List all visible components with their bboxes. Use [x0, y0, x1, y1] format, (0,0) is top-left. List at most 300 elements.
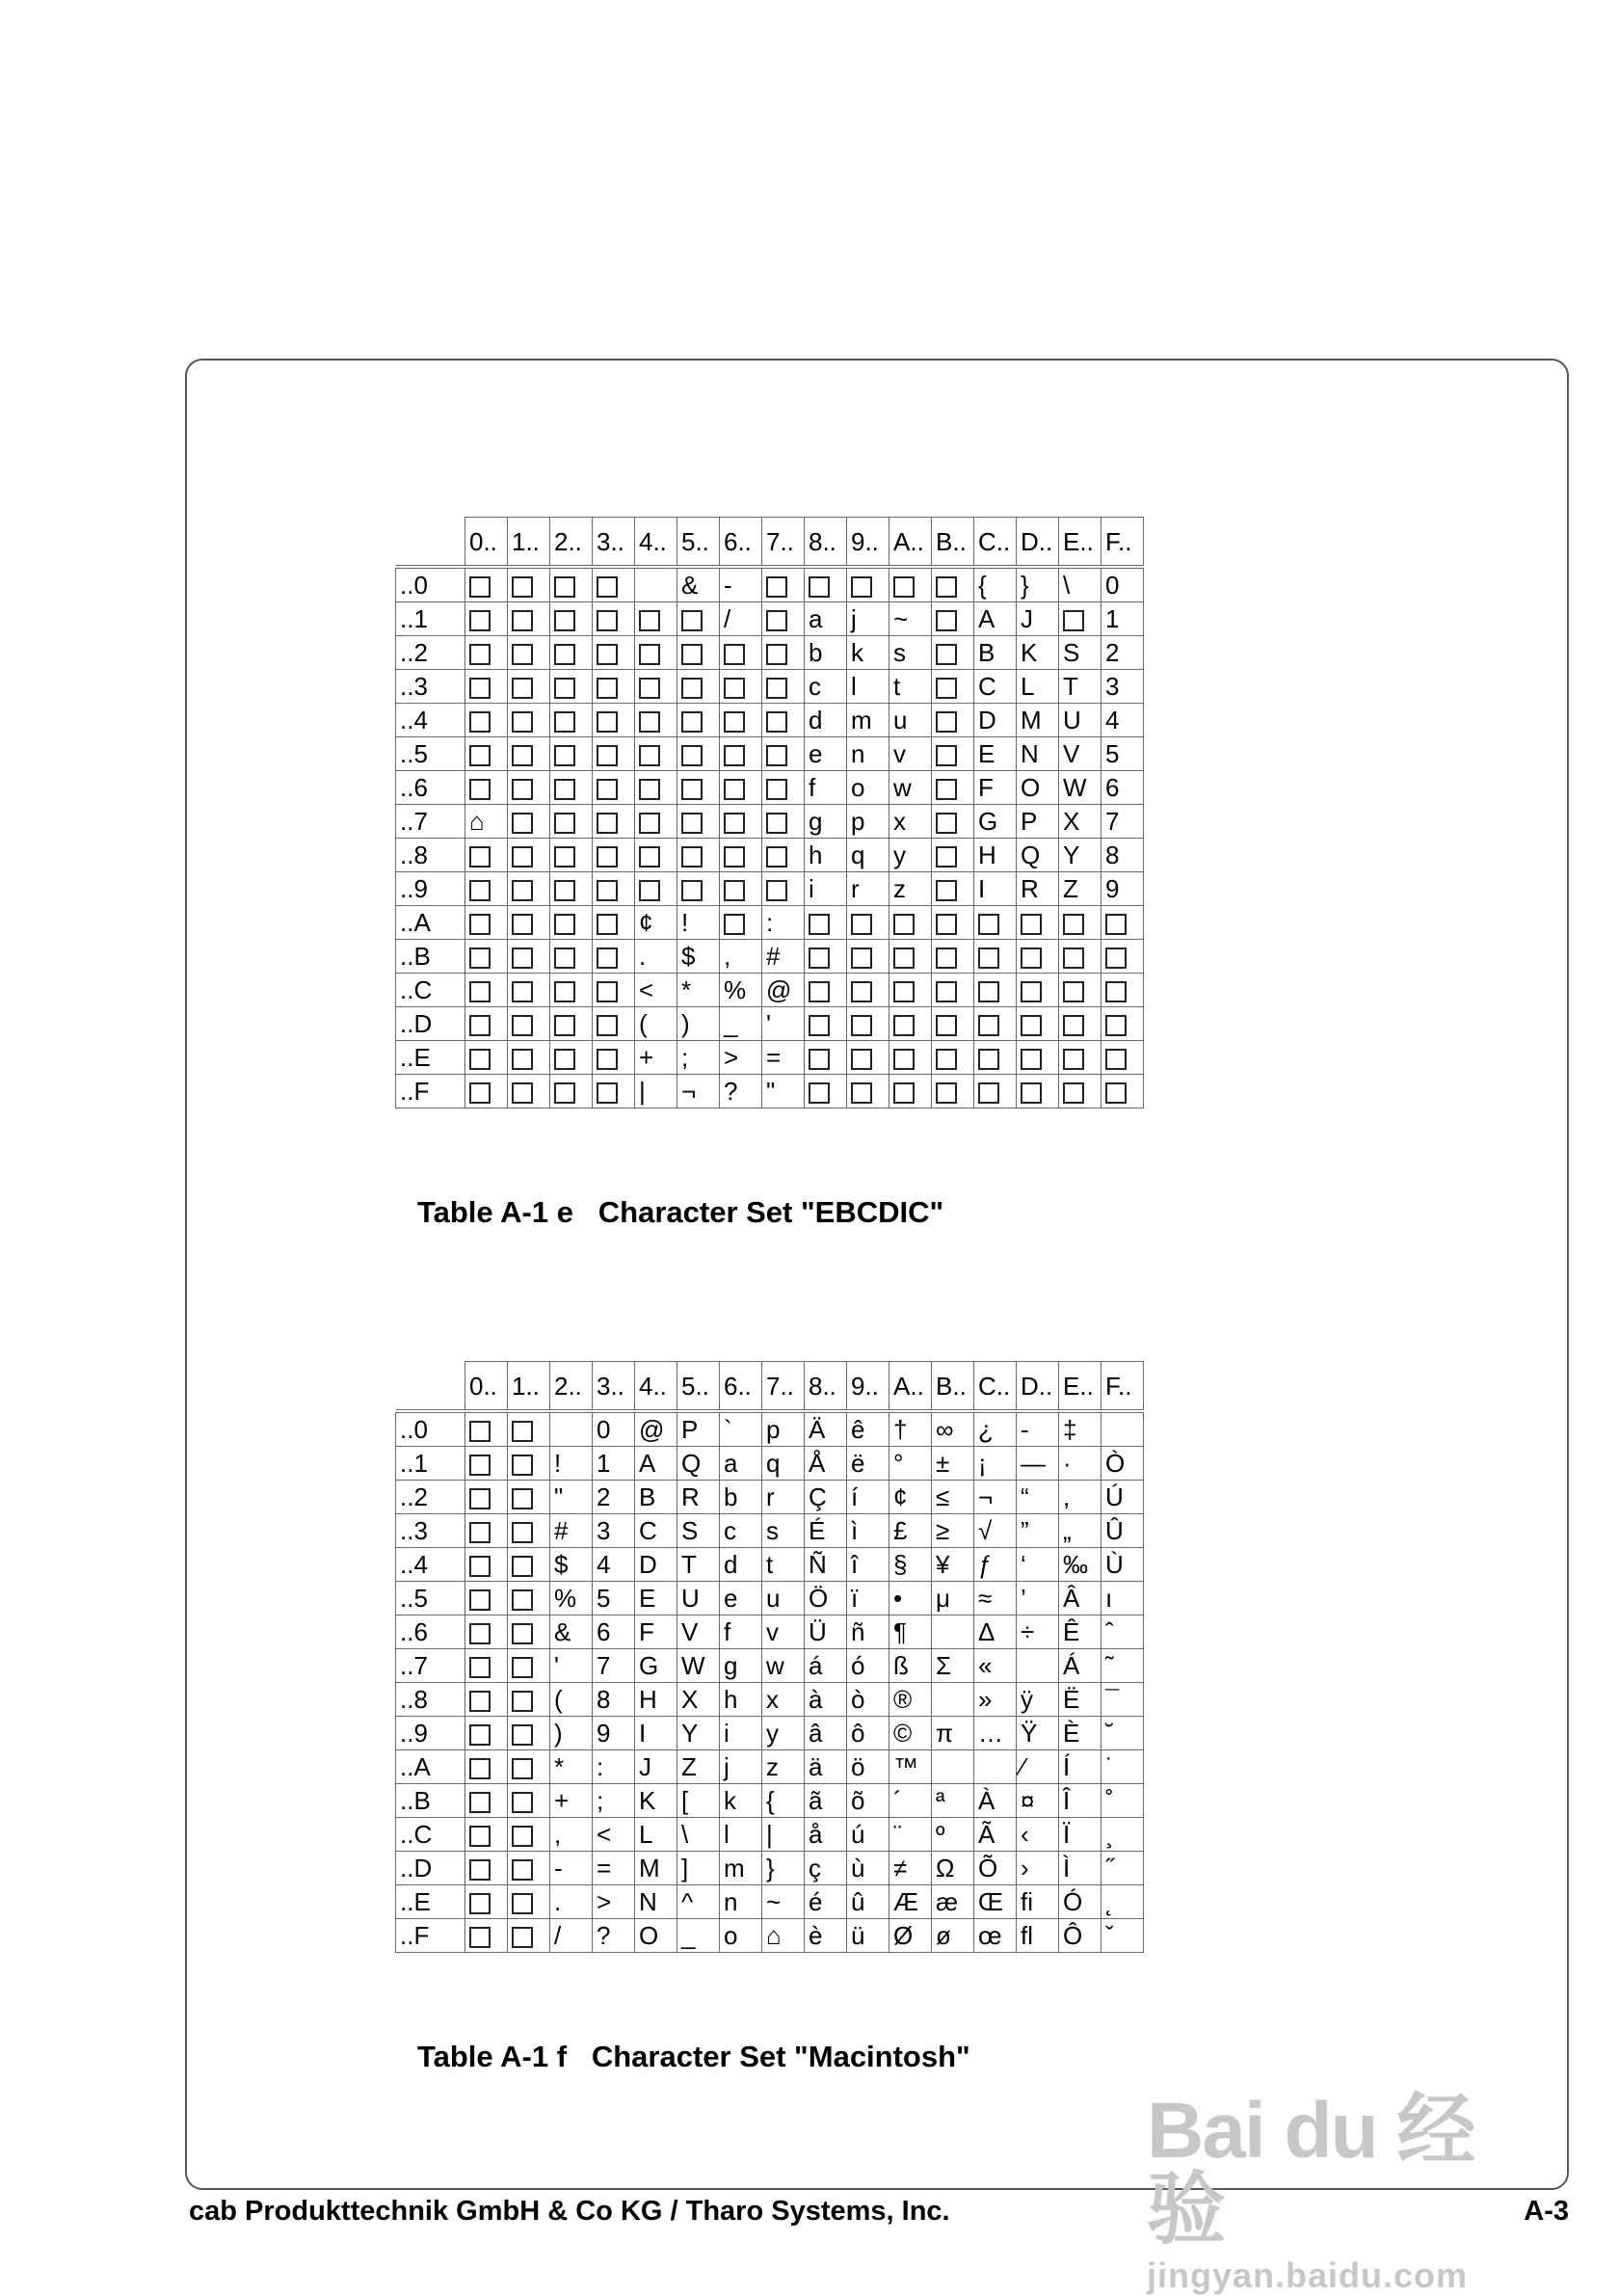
table-row [396, 1784, 1144, 1818]
undefined-char-box [469, 914, 491, 935]
char-cell [550, 771, 593, 805]
table-row [396, 1818, 1144, 1852]
char-cell: l [720, 1818, 762, 1852]
char-cell [932, 1683, 974, 1717]
char-cell: $ [677, 940, 720, 974]
char-cell: û [847, 1885, 889, 1919]
undefined-char-box [851, 576, 872, 598]
char-cell: J [1017, 602, 1059, 636]
char-cell [593, 737, 635, 771]
char-cell: ú [847, 1818, 889, 1852]
char-cell [1101, 1041, 1144, 1075]
char-cell: § [889, 1548, 932, 1582]
char-cell [508, 569, 550, 602]
char-cell [1059, 906, 1101, 940]
char-cell: ¡ [974, 1447, 1017, 1481]
char-cell [550, 1007, 593, 1041]
char-cell: N [635, 1885, 677, 1919]
char-cell [1059, 602, 1101, 636]
char-cell: ƒ [974, 1548, 1017, 1582]
char-cell [847, 974, 889, 1007]
char-cell: A [974, 602, 1017, 636]
char-cell: ' [550, 1649, 593, 1683]
char-cell [889, 1075, 932, 1108]
char-cell: N [1017, 737, 1059, 771]
char-cell: d [720, 1548, 762, 1582]
char-cell: P [1017, 805, 1059, 839]
undefined-char-box [724, 813, 745, 834]
char-cell: K [1017, 636, 1059, 670]
char-cell [974, 940, 1017, 974]
undefined-char-box [893, 1082, 915, 1104]
char-cell: ¿ [974, 1413, 1017, 1447]
undefined-char-box [851, 981, 872, 1002]
undefined-char-box [681, 745, 703, 766]
char-cell: Á [1059, 1649, 1101, 1683]
char-cell [805, 906, 847, 940]
char-cell: c [720, 1514, 762, 1548]
char-cell [508, 1514, 550, 1548]
column-header: 0.. [465, 518, 508, 566]
undefined-char-box [512, 1927, 533, 1948]
char-cell: ] [677, 1852, 720, 1885]
char-cell: S [1059, 636, 1101, 670]
char-cell [508, 805, 550, 839]
char-cell: Σ [932, 1649, 974, 1683]
char-cell [465, 1615, 508, 1649]
column-header: 1.. [508, 518, 550, 566]
undefined-char-box [639, 779, 660, 800]
char-cell: g [805, 805, 847, 839]
char-cell: R [1017, 872, 1059, 906]
column-header: C.. [974, 1362, 1017, 1410]
undefined-char-box [1105, 1049, 1127, 1070]
char-cell: ! [677, 906, 720, 940]
char-cell [508, 1717, 550, 1750]
char-cell [677, 805, 720, 839]
undefined-char-box [597, 745, 618, 766]
row-label: ..7 [396, 805, 465, 839]
char-cell: ê [847, 1413, 889, 1447]
undefined-char-box [512, 1488, 533, 1509]
undefined-char-box [893, 1015, 915, 1036]
char-cell [720, 636, 762, 670]
char-cell: ≠ [889, 1852, 932, 1885]
char-cell [550, 737, 593, 771]
char-cell: ≈ [974, 1582, 1017, 1615]
char-cell: „ [1059, 1514, 1101, 1548]
undefined-char-box [512, 644, 533, 665]
undefined-char-box [809, 948, 830, 969]
undefined-char-box [809, 1015, 830, 1036]
char-cell [932, 940, 974, 974]
char-cell: 3 [1101, 670, 1144, 704]
undefined-char-box [469, 846, 491, 868]
char-cell: + [635, 1041, 677, 1075]
char-cell [635, 569, 677, 602]
char-cell: q [847, 839, 889, 872]
char-cell: \ [677, 1818, 720, 1852]
char-cell: v [762, 1615, 805, 1649]
char-cell: ⁄ [1017, 1750, 1059, 1784]
char-cell: { [974, 569, 1017, 602]
char-cell [762, 670, 805, 704]
undefined-char-box [851, 1015, 872, 1036]
char-cell: ≤ [932, 1481, 974, 1514]
char-cell: Z [1059, 872, 1101, 906]
char-cell: W [1059, 771, 1101, 805]
char-cell [635, 602, 677, 636]
char-cell: A [635, 1447, 677, 1481]
undefined-char-box [512, 1082, 533, 1104]
undefined-char-box [469, 644, 491, 665]
undefined-char-box [512, 1691, 533, 1712]
char-cell [593, 1041, 635, 1075]
undefined-char-box [893, 914, 915, 935]
char-cell: h [720, 1683, 762, 1717]
char-cell: H [974, 839, 1017, 872]
undefined-char-box [554, 711, 575, 733]
char-cell [550, 839, 593, 872]
undefined-char-box [512, 948, 533, 969]
char-cell: ∞ [932, 1413, 974, 1447]
char-cell: f [720, 1615, 762, 1649]
char-cell [720, 872, 762, 906]
undefined-char-box [554, 644, 575, 665]
undefined-char-box [554, 846, 575, 868]
char-cell [1101, 1413, 1144, 1447]
char-cell [508, 1818, 550, 1852]
char-cell: ö [847, 1750, 889, 1784]
undefined-char-box [1063, 914, 1084, 935]
char-cell [762, 771, 805, 805]
undefined-char-box [469, 1927, 491, 1948]
char-cell [465, 1413, 508, 1447]
undefined-char-box [469, 981, 491, 1002]
undefined-char-box [1021, 1082, 1042, 1104]
row-label: ..B [396, 1784, 465, 1818]
char-cell [465, 1548, 508, 1582]
undefined-char-box [936, 981, 957, 1002]
char-cell [508, 1447, 550, 1481]
char-cell: ? [593, 1919, 635, 1953]
undefined-char-box [512, 1826, 533, 1847]
column-header: A.. [889, 518, 932, 566]
char-cell: Ö [805, 1582, 847, 1615]
char-cell [465, 1852, 508, 1885]
table-row [396, 1413, 1144, 1447]
char-cell [932, 839, 974, 872]
undefined-char-box [469, 1589, 491, 1611]
corner-blank [396, 518, 465, 566]
char-cell [1017, 1007, 1059, 1041]
char-cell [1101, 1007, 1144, 1041]
column-header: 5.. [677, 518, 720, 566]
undefined-char-box [597, 678, 618, 699]
char-cell [465, 569, 508, 602]
row-label: ..6 [396, 771, 465, 805]
undefined-char-box [469, 610, 491, 631]
char-cell: œ [974, 1919, 1017, 1953]
undefined-char-box [469, 1758, 491, 1779]
char-cell [508, 1007, 550, 1041]
char-cell [593, 872, 635, 906]
undefined-char-box [512, 846, 533, 868]
undefined-char-box [512, 1522, 533, 1543]
char-cell [932, 569, 974, 602]
row-label: ..F [396, 1919, 465, 1953]
char-cell: Y [1059, 839, 1101, 872]
undefined-char-box [554, 610, 575, 631]
char-cell: T [677, 1548, 720, 1582]
char-cell: ˇ [1101, 1919, 1144, 1953]
char-cell [465, 1447, 508, 1481]
row-label: ..3 [396, 670, 465, 704]
table-row [396, 636, 1144, 670]
undefined-char-box [766, 745, 787, 766]
char-cell [932, 872, 974, 906]
char-cell: Ä [805, 1413, 847, 1447]
char-cell [465, 940, 508, 974]
char-cell [974, 1041, 1017, 1075]
table-row [396, 1919, 1144, 1953]
char-cell [550, 670, 593, 704]
char-cell [932, 704, 974, 737]
row-label: ..9 [396, 872, 465, 906]
column-header: D.. [1017, 1362, 1059, 1410]
char-cell: 8 [593, 1683, 635, 1717]
char-cell: μ [932, 1582, 974, 1615]
char-cell [677, 636, 720, 670]
char-cell [889, 974, 932, 1007]
char-cell [720, 737, 762, 771]
char-cell [974, 906, 1017, 940]
undefined-char-box [512, 1859, 533, 1881]
char-cell [508, 602, 550, 636]
char-cell: U [677, 1582, 720, 1615]
char-cell [465, 974, 508, 1007]
char-cell: = [762, 1041, 805, 1075]
footer-company: cab Produkttechnik GmbH & Co KG / Tharo Systems, Inc. [189, 2196, 950, 2227]
char-cell: , [1059, 1481, 1101, 1514]
char-cell [465, 1649, 508, 1683]
char-cell: > [593, 1885, 635, 1919]
char-cell [508, 1481, 550, 1514]
char-cell: Ì [1059, 1852, 1101, 1885]
char-cell [1101, 974, 1144, 1007]
char-cell: Â [1059, 1582, 1101, 1615]
char-cell: ü [847, 1919, 889, 1953]
char-cell: s [889, 636, 932, 670]
undefined-char-box [554, 678, 575, 699]
char-cell: 3 [593, 1514, 635, 1548]
undefined-char-box [724, 779, 745, 800]
undefined-char-box [597, 610, 618, 631]
char-cell: Ò [1101, 1447, 1144, 1481]
column-header: 9.. [847, 1362, 889, 1410]
char-cell: ~ [889, 602, 932, 636]
char-cell: " [762, 1075, 805, 1108]
char-cell [720, 906, 762, 940]
undefined-char-box [469, 1082, 491, 1104]
watermark-logo: Bai du 经验 [1147, 2087, 1474, 2254]
char-cell [889, 1007, 932, 1041]
char-cell [550, 636, 593, 670]
char-cell: é [805, 1885, 847, 1919]
char-cell [465, 1683, 508, 1717]
undefined-char-box [681, 880, 703, 901]
undefined-char-box [766, 846, 787, 868]
undefined-char-box [554, 880, 575, 901]
char-cell: P [677, 1413, 720, 1447]
undefined-char-box [639, 610, 660, 631]
char-cell [508, 1919, 550, 1953]
char-cell [593, 974, 635, 1007]
table-row [396, 569, 1144, 602]
char-cell [1017, 1075, 1059, 1108]
char-cell [465, 1784, 508, 1818]
char-cell: J [635, 1750, 677, 1784]
char-cell [465, 1818, 508, 1852]
char-cell: í [847, 1481, 889, 1514]
char-cell: 4 [1101, 704, 1144, 737]
undefined-char-box [1105, 948, 1127, 969]
char-cell [550, 569, 593, 602]
undefined-char-box [766, 813, 787, 834]
char-cell [932, 805, 974, 839]
char-cell [1017, 974, 1059, 1007]
undefined-char-box [469, 948, 491, 969]
char-cell: B [974, 636, 1017, 670]
table-row [396, 1514, 1144, 1548]
char-cell: ı [1101, 1582, 1144, 1615]
undefined-char-box [512, 914, 533, 935]
char-cell [635, 839, 677, 872]
char-cell: ó [847, 1649, 889, 1683]
char-cell: õ [847, 1784, 889, 1818]
char-cell [508, 1683, 550, 1717]
undefined-char-box [724, 644, 745, 665]
undefined-char-box [1105, 1015, 1127, 1036]
char-cell: ‹ [1017, 1818, 1059, 1852]
char-cell: V [677, 1615, 720, 1649]
char-cell: q [762, 1447, 805, 1481]
char-cell: u [889, 704, 932, 737]
char-cell [465, 1075, 508, 1108]
char-cell: ø [932, 1919, 974, 1953]
table-row [396, 1615, 1144, 1649]
char-cell: n [720, 1885, 762, 1919]
char-cell [465, 1041, 508, 1075]
char-cell [508, 1885, 550, 1919]
undefined-char-box [851, 948, 872, 969]
undefined-char-box [639, 745, 660, 766]
char-cell [508, 670, 550, 704]
char-cell [635, 771, 677, 805]
undefined-char-box [597, 711, 618, 733]
char-cell [932, 737, 974, 771]
char-cell [932, 636, 974, 670]
char-cell: á [805, 1649, 847, 1683]
undefined-char-box [512, 880, 533, 901]
undefined-char-box [597, 1015, 618, 1036]
undefined-char-box [512, 1657, 533, 1678]
char-cell: Õ [974, 1852, 1017, 1885]
char-cell: o [720, 1919, 762, 1953]
row-label: ..1 [396, 1447, 465, 1481]
char-cell: E [974, 737, 1017, 771]
table-row [396, 704, 1144, 737]
column-header: 6.. [720, 518, 762, 566]
table-row [396, 771, 1144, 805]
char-cell [932, 1041, 974, 1075]
char-cell: Œ [974, 1885, 1017, 1919]
row-label: ..F [396, 1075, 465, 1108]
char-cell: e [805, 737, 847, 771]
char-cell: ¸ [1101, 1818, 1144, 1852]
char-cell: / [550, 1919, 593, 1953]
column-header: 3.. [593, 518, 635, 566]
column-header: F.. [1101, 1362, 1144, 1410]
char-cell: ÷ [1017, 1615, 1059, 1649]
table-row [396, 1717, 1144, 1750]
char-cell [550, 704, 593, 737]
column-header: 7.. [762, 1362, 805, 1410]
undefined-char-box [766, 576, 787, 598]
char-cell: » [974, 1683, 1017, 1717]
char-cell: ; [677, 1041, 720, 1075]
char-cell: v [889, 737, 932, 771]
char-cell: ‰ [1059, 1548, 1101, 1582]
char-cell: ô [847, 1717, 889, 1750]
char-cell: ï [847, 1582, 889, 1615]
char-cell [635, 704, 677, 737]
table-row [396, 940, 1144, 974]
undefined-char-box [766, 678, 787, 699]
char-cell: Ù [1101, 1548, 1144, 1582]
char-cell: y [762, 1717, 805, 1750]
char-cell [593, 636, 635, 670]
column-header: 8.. [805, 1362, 847, 1410]
char-cell: ç [805, 1852, 847, 1885]
undefined-char-box [1021, 1015, 1042, 1036]
column-header: 4.. [635, 1362, 677, 1410]
char-cell: # [550, 1514, 593, 1548]
char-cell [508, 1784, 550, 1818]
char-cell: Δ [974, 1615, 1017, 1649]
undefined-char-box [809, 914, 830, 935]
table-row [396, 1041, 1144, 1075]
row-label: ..3 [396, 1514, 465, 1548]
char-cell [508, 974, 550, 1007]
row-label: ..B [396, 940, 465, 974]
undefined-char-box [597, 644, 618, 665]
char-cell [1017, 940, 1059, 974]
char-cell: ﬂ [1017, 1919, 1059, 1953]
row-label: ..4 [396, 704, 465, 737]
char-cell: - [1017, 1413, 1059, 1447]
undefined-char-box [512, 711, 533, 733]
table-row [396, 839, 1144, 872]
undefined-char-box [512, 745, 533, 766]
undefined-char-box [1063, 610, 1084, 631]
row-label: ..7 [396, 1649, 465, 1683]
char-cell: ´ [889, 1784, 932, 1818]
column-header: 6.. [720, 1362, 762, 1410]
table-row [396, 872, 1144, 906]
char-cell [635, 805, 677, 839]
undefined-char-box [639, 846, 660, 868]
